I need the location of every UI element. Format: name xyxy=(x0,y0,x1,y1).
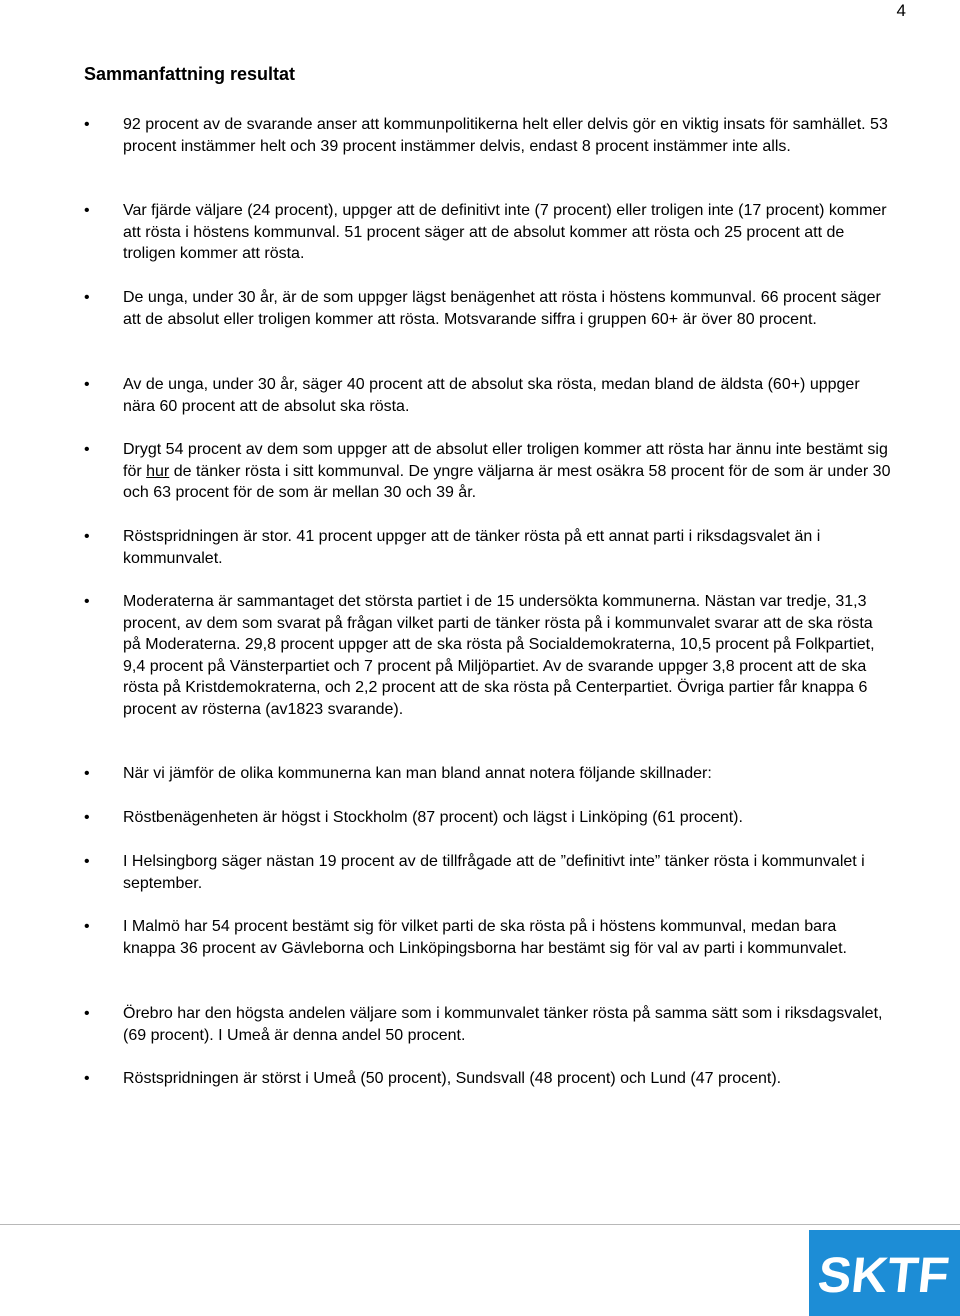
sktf-logo xyxy=(809,1230,960,1316)
page-number: 4 xyxy=(896,1,906,20)
bullet-text: I Helsingborg säger nästan 19 procent av de tillfrågade att de ”definitivt inte” tänker rösta i kommunvalet i september. xyxy=(123,853,865,892)
bullet-text: 92 procent av de svarande anser att kommunpolitikerna helt eller delvis gör en viktig insats för samhället. 53 procent instämmer helt och 39 procent instämmer delvis, endast 8 procent instämmer inte alls. xyxy=(123,116,888,155)
bullet-icon: • xyxy=(84,202,90,219)
bullet-icon: • xyxy=(84,1005,90,1022)
logo-text: SKTF xyxy=(815,1247,952,1303)
bullet-text: Moderaterna är sammantaget det största partiet i de 15 undersökta kommunerna. Nästan var tredje, 31,3 procent, av dem som svarat på frågan vilket parti de tänker rösta på i kommunvalet svarar att de ska rösta på Moderaterna. 29,8 procent uppger att de ska rösta på Socialdemokraterna, 10,5 procent på Folkpartiet, 9,4 procent på Vänsterpartiet och 7 procent på Miljöpartiet. Av de svarande uppger 3,8 procent att de ska rösta på Kristdemokraterna, och 2,2 procent att de ska rösta på Centerpartiet. Övriga partier får knappa 6 procent av rösterna (av1823 svarande). xyxy=(123,593,875,718)
bullet-text-part: Drygt 54 procent av dem som uppger att de absolut eller troligen kommer att rösta har ännu inte bestämt sig för xyxy=(123,441,888,480)
bullet-icon: • xyxy=(84,1070,90,1087)
bullet-text: Av de unga, under 30 år, säger 40 procent att de absolut ska rösta, medan bland de äldsta (60+) uppger nära 60 procent att de absolut ska rösta. xyxy=(123,376,860,415)
bullet-icon: • xyxy=(84,853,90,870)
bullet-icon: • xyxy=(84,593,90,610)
bullet-text: När vi jämför de olika kommunerna kan man bland annat notera följande skillnader: xyxy=(123,765,712,782)
bullet-icon: • xyxy=(84,765,90,782)
bullet-icon: • xyxy=(84,441,90,458)
bullet-text: Röstbenägenheten är högst i Stockholm (87 procent) och lägst i Linköping (61 procent). xyxy=(123,809,743,826)
bullet-icon: • xyxy=(84,289,90,306)
bullet-text: I Malmö har 54 procent bestämt sig för vilket parti de ska rösta på i höstens kommunval, medan bara knappa 36 procent av Gävleborna och Linköpingsborna har bestämt sig för val av parti i kommunvalet. xyxy=(123,918,847,957)
bullet-text-part: de tänker rösta i sitt kommunval. De yngre väljarna är mest osäkra 58 procent för de som är under 30 och 63 procent för de som är mellan 30 och 39 år. xyxy=(123,462,891,501)
bullet-text: Var fjärde väljare (24 procent), uppger att de definitivt inte (7 procent) eller troligen inte (17 procent) kommer att rösta i höstens kommunval. 51 procent säger att de absolut kommer att rösta och 25 procent att de troligen kommer att rösta. xyxy=(123,202,887,262)
bullet-icon: • xyxy=(84,809,90,826)
bullet-text: De unga, under 30 år, är de som uppger lägst benägenhet att rösta i höstens kommunval. 66 procent säger att de absolut eller troligen kommer att rösta. Motsvarande siffra i gruppen 60+ är över 80 procent. xyxy=(123,289,881,328)
bullet-text: Röstspridningen är stor. 41 procent uppger att de tänker rösta på ett annat parti i riksdagsvalet än i kommunvalet. xyxy=(123,528,821,567)
bullet-icon: • xyxy=(84,376,90,393)
bullet-text xyxy=(123,439,893,504)
bullet-text: Örebro har den högsta andelen väljare som i kommunvalet tänker rösta på samma sätt som i riksdagsvalet, (69 procent). I Umeå är denna andel 50 procent. xyxy=(123,1005,883,1044)
bullet-icon: • xyxy=(84,116,90,133)
bullet-text: Röstspridningen är störst i Umeå (50 procent), Sundsvall (48 procent) och Lund (47 procent). xyxy=(123,1070,782,1087)
underlined-word: hur xyxy=(146,462,170,480)
footer-divider xyxy=(0,1224,960,1225)
section-heading: Sammanfattning resultat xyxy=(84,64,296,84)
bullet-icon: • xyxy=(84,918,90,935)
bullet-icon: • xyxy=(84,528,90,545)
sktf-logo-icon xyxy=(809,1230,960,1316)
